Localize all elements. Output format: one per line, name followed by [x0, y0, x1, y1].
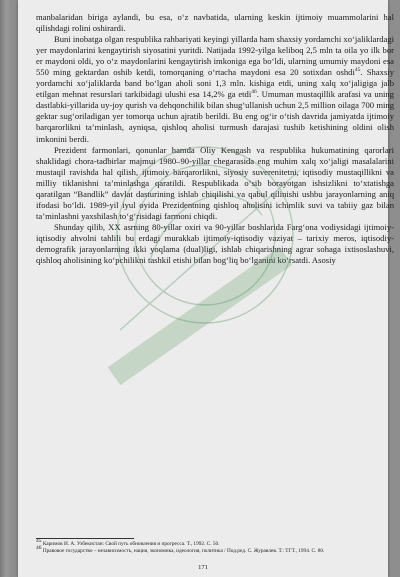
- page-number: 171: [198, 564, 208, 571]
- footnotes: [36, 538, 394, 554]
- paragraph-2-text: Buni inobatga olgan respublika rahbariyati keyingi yillarda ham shaxsiy yordamchi xo‘jaliklardagi yer maydonlarini kengaytirish siyosatini yuritdi. Natijada 1992-yilga keliboq 2,5 mln ta oila yo ilk bor er maydoni oldi, yo o‘z maydonlarini kengaytirish imkoniga ega bo‘ldi, ularning umumiy maydoni esa 550 ming gektardan oshib ketdi, tomorqaning o‘rtacha maydoni esa 20 sotixdan oshdi: [36, 34, 394, 78]
- paragraph-2-text-cont2: . Umuman mustaqillik arafasi va uning dastlabki-yillarida uy-joy qurish va dehqonchilik bilan shug‘ullanish uchun 2,5 million oilaga 700 ming gektar sug‘oriladigan yer tomorqa uchun ajratib berildi. Bu eng og‘ir o‘tish davrida jamiyatda ijtimoiy barqarorlikni ta’minlash, ayniqsa, qishloq aholisi turmush darajasi tushib ketishining oldini olish imkonini berdi.: [36, 89, 394, 144]
- paragraph-4-text: Shunday qilib, XX asrning 80-yillar oxiri va 90-yillar boshlarida Farg‘ona vodiysidagi ijtimoiy-iqtisodiy ahvolni tahlili bu erdagi murakkab ijtimoiy-iqtisodiy vaziyat – tarixiy meros, iqtisodiy-demografik jarayonlarning ikki yoqlama (dual)ligi, ishlab chiqarishning agrar sohaga ixtisoslashuvi, qishloq aholisining ko‘pchilikni tashkil etishi bilan bog‘liq bo‘lganini ko‘rsatdi. Asosiy: [36, 221, 394, 266]
- footnote-45: [36, 538, 394, 548]
- paragraph-4: [36, 222, 394, 266]
- paragraph-1-text: manbalaridan biriga aylandi, bu esa, o‘z navbatida, ularning keskin ijtimoiy muammolarini hal qilishdagi rolini oshirardi.: [36, 12, 394, 34]
- paragraph-2-text-cont: . Shaxsiy yordamchi xo‘jaliklarda band bo‘lgan aholi soni 1,3 mln. kishiga etdi, uning xalq xo‘jaligiga jalb etilgan mehnat resurslari tarkibidagi ulushi esa 14,2% ga etdi: [36, 67, 394, 100]
- paragraph-2: [36, 34, 394, 144]
- footnote-45-marker: 45: [36, 538, 42, 545]
- body-text: [36, 12, 394, 266]
- footnote-46-marker: 46: [36, 544, 42, 551]
- document-page: [18, 0, 394, 577]
- footnote-45-text: Каримов И. А. Узбекистан: Свой путь обновления и прогресса. Т., 1992. С. 50.: [42, 541, 220, 547]
- footnote-46-text: Правовое государство – независимость, нация, экономика, идеология, политика / Под.ред. С. Журавлев. Т.: ТГТ., 1994. С. 80.: [42, 547, 325, 554]
- paragraph-1: [36, 12, 394, 34]
- footnote-ref-46: 46: [251, 89, 257, 96]
- paragraph-3: [36, 145, 394, 222]
- footnote-ref-45: 45: [354, 67, 361, 74]
- footnote-divider: [36, 538, 134, 539]
- paragraph-3-text: Prezident farmonlari, qonunlar hamda Oliy Kengash va respublika hukumatining qarorlari shaklidagi chora-tadbirlar majmui 1980–90-yillar chegarasida eng muhim xalq xo‘jaligi masalalarini mustaqil ravishda hal qilish, ijtimoiy barqarorlikni, siyosiy suverenitetni, iqtisodiy mustaqillikni va milliy tiklanishni ta’minlashga qaratildi. Respublikada o‘sib borayotgan ishsizlikni to‘xtatishga qaratilgan “Bandlik” davlat dasturining ishlab chiqilishi va qabul qilinishi ushbu jarayonlarning aniq ifodasi bo‘ldi. 1989-yil iyul oyida Prezidentning qishloq aholisini ichimlik suvi va tabiiy gaz bilan ta’minlashni yaxshilash to‘g‘risidagi farmoni chiqdi.: [36, 144, 394, 221]
